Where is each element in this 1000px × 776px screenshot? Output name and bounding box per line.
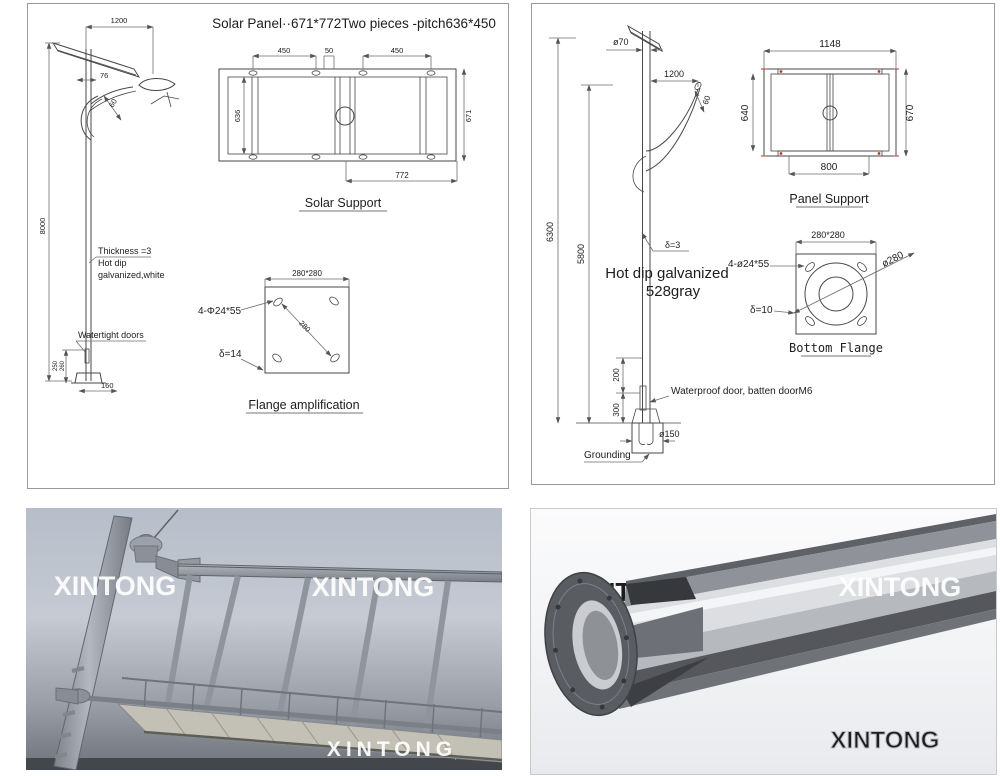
dim-636: 636 [233,109,242,123]
dim-1200: 1200 [110,16,128,25]
render-left-svg [26,508,502,770]
dim-diag-280: 280 [297,318,313,334]
sheet-title: Solar Panel··671*772Two pieces -pitch636*450 [212,16,496,31]
dim-772: 772 [395,171,409,180]
note-thickness-3: galvanized,white [98,270,165,280]
note-thickness-1: Thickness =3 [98,246,152,256]
watermark-right-2: XINTONG [838,572,962,602]
bottom-flange-detail [728,230,914,356]
note-galvanized: Hot dip galvanized [605,265,729,282]
bottom-flange-title: Bottom Flange [789,341,883,355]
dim-280x280: 280*280 [292,269,322,278]
mount-slots [249,71,435,159]
pole-elevation-8000 [38,16,179,391]
note-528gray: 528gray [645,283,701,300]
drawing-svg-left [28,4,508,488]
label-waterproof-door: Waterproof door, batten doorM6 [671,386,813,397]
dim-800: 800 [820,162,838,173]
label-delta-10: δ=10 [750,305,773,316]
solar-support-detail [219,46,473,211]
watermark-left-3: XINTONG [326,738,458,761]
render-pole-bottom-flange [530,508,997,775]
dim-250: 250 [53,360,59,372]
label-bolt-holes-bf: 4-ø24*55 [728,259,770,270]
dim-8000: 8000 [38,217,47,235]
dim-50: 50 [324,46,334,55]
note-thickness-2: Hot dip [98,258,127,268]
dim-dia-150: ø150 [659,429,680,439]
dim-640: 640 [740,104,751,122]
dim-670: 670 [905,104,916,122]
dim-76: 76 [100,71,109,80]
pole-elevation-6300 [545,26,813,462]
label-grounding: Grounding [584,450,631,461]
drawing-sheet-6300-pole [531,3,995,485]
render-right-svg [531,509,996,774]
drawing-svg-right [532,4,994,484]
dim-450-right: 450 [390,46,404,55]
watermark-left-2: XINTONG [311,572,435,602]
watermark-right-3: XINTONG [830,727,940,754]
panel-support-detail [740,39,916,207]
label-delta-3: δ=3 [665,240,681,250]
dim-450-left: 450 [277,46,291,55]
label-delta-14: δ=14 [219,349,242,360]
dim-1148: 1148 [819,39,841,50]
flange-amplification-detail [198,269,363,413]
label-bolt-holes: 4-Φ24*55 [198,306,242,317]
dim-60: 60 [106,97,119,109]
dim-300: 300 [612,403,621,417]
dim-280x280-bf: 280*280 [811,230,845,240]
dim-671: 671 [464,109,473,123]
dim-5800: 5800 [576,243,586,265]
flange-title: Flange amplification [248,398,360,412]
dim-260: 260 [60,360,66,372]
dim-200: 200 [612,368,621,382]
panel-support-title: Panel Support [789,192,869,206]
dim-60-angle: 60 [700,94,713,106]
drawing-sheet-8000-pole [27,3,509,489]
dim-6300: 6300 [545,221,555,243]
render-solar-support-frame [26,508,502,770]
dim-dia-280: ø280 [880,249,906,270]
dim-dia-70: ø70 [613,37,629,47]
dim-160: 160 [101,381,114,390]
label-watertight-doors: Watertight doors [78,330,144,340]
solar-support-title: Solar Support [304,196,382,210]
dim-1200-arm: 1200 [663,69,685,79]
watermark-left-1: XINTONG [53,571,177,601]
